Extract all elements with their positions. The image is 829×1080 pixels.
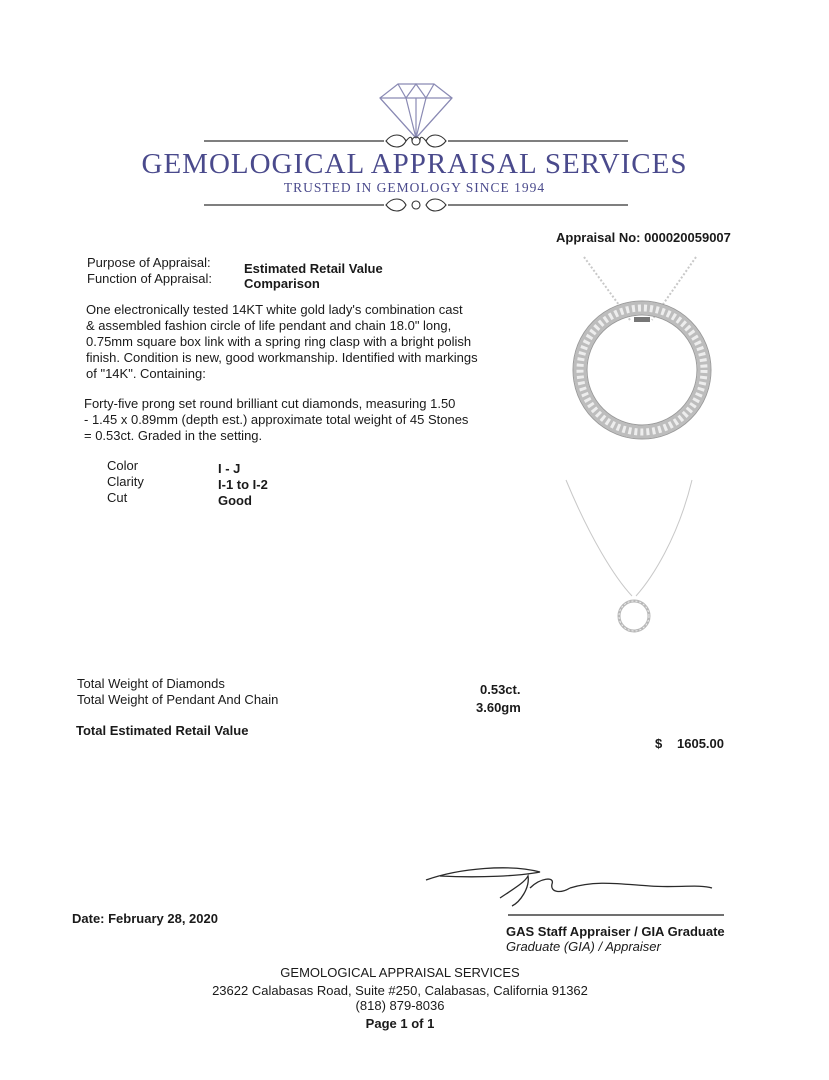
grade-color-label: Color xyxy=(107,458,139,473)
function-label: Function of Appraisal: xyxy=(87,271,213,286)
necklace-full-image xyxy=(560,478,700,638)
total-pendant-label: Total Weight of Pendant And Chain xyxy=(77,692,279,707)
grade-color-value: I - J xyxy=(218,461,241,476)
function-value: Comparison xyxy=(244,276,320,291)
grade-clarity-label: Clarity xyxy=(107,474,144,489)
total-retail-label: Total Estimated Retail Value xyxy=(76,723,249,738)
grade-clarity-value: I-1 to I-2 xyxy=(218,477,268,492)
appraiser-signature-icon xyxy=(420,858,730,918)
description-line: finish. Condition is new, good workmanship. Identified with markings xyxy=(86,350,478,365)
company-tagline: TRUSTED IN GEMOLOGY SINCE 1994 xyxy=(283,180,546,195)
purpose-label: Purpose of Appraisal: xyxy=(87,255,211,270)
footer-address: 23622 Calabasas Road, Suite #250, Calabasas, California 91362 xyxy=(212,983,588,998)
appraiser-subtitle: Graduate (GIA) / Appraiser xyxy=(506,939,661,954)
stones-description xyxy=(84,396,514,444)
stones-line: = 0.53ct. Graded in the setting. xyxy=(84,428,263,443)
grade-cut-value: Good xyxy=(218,493,252,508)
total-diamonds-value: 0.53ct. xyxy=(480,682,521,697)
company-logo-title: GEMOLOGICAL APPRAISAL SERVICES xyxy=(141,148,688,180)
ornament-bottom-icon xyxy=(200,194,632,216)
page-number: Page 1 of 1 xyxy=(365,1016,435,1031)
footer-phone: (818) 879-8036 xyxy=(355,998,445,1013)
total-pendant-value: 3.60gm xyxy=(476,700,521,715)
appraisal-date: Date: February 28, 2020 xyxy=(72,911,218,926)
description-line: of "14K". Containing: xyxy=(86,366,206,381)
item-description xyxy=(86,302,516,382)
total-retail-value: 1605.00 xyxy=(677,736,724,751)
footer-company: GEMOLOGICAL APPRAISAL SERVICES xyxy=(280,965,520,980)
stones-line: Forty-five prong set round brilliant cut diamonds, measuring 1.50 xyxy=(84,396,456,411)
total-diamonds-label: Total Weight of Diamonds xyxy=(77,676,225,691)
appraisal-number: Appraisal No: 000020059007 xyxy=(556,230,731,245)
purpose-value: Estimated Retail Value xyxy=(244,261,383,276)
currency-symbol: $ xyxy=(655,736,663,751)
description-line: One electronically tested 14KT white gold lady's combination cast xyxy=(86,302,463,317)
description-line: & assembled fashion circle of life pendant and chain 18.0" long, xyxy=(86,318,452,333)
description-line: 0.75mm square box link with a spring ring clasp with a bright polish xyxy=(86,334,472,349)
stones-line: - 1.45 x 0.89mm (depth est.) approximate total weight of 45 Stones xyxy=(84,412,469,427)
grade-cut-label: Cut xyxy=(107,490,128,505)
appraiser-title: GAS Staff Appraiser / GIA Graduate xyxy=(506,924,725,939)
pendant-closeup-image xyxy=(572,255,712,445)
